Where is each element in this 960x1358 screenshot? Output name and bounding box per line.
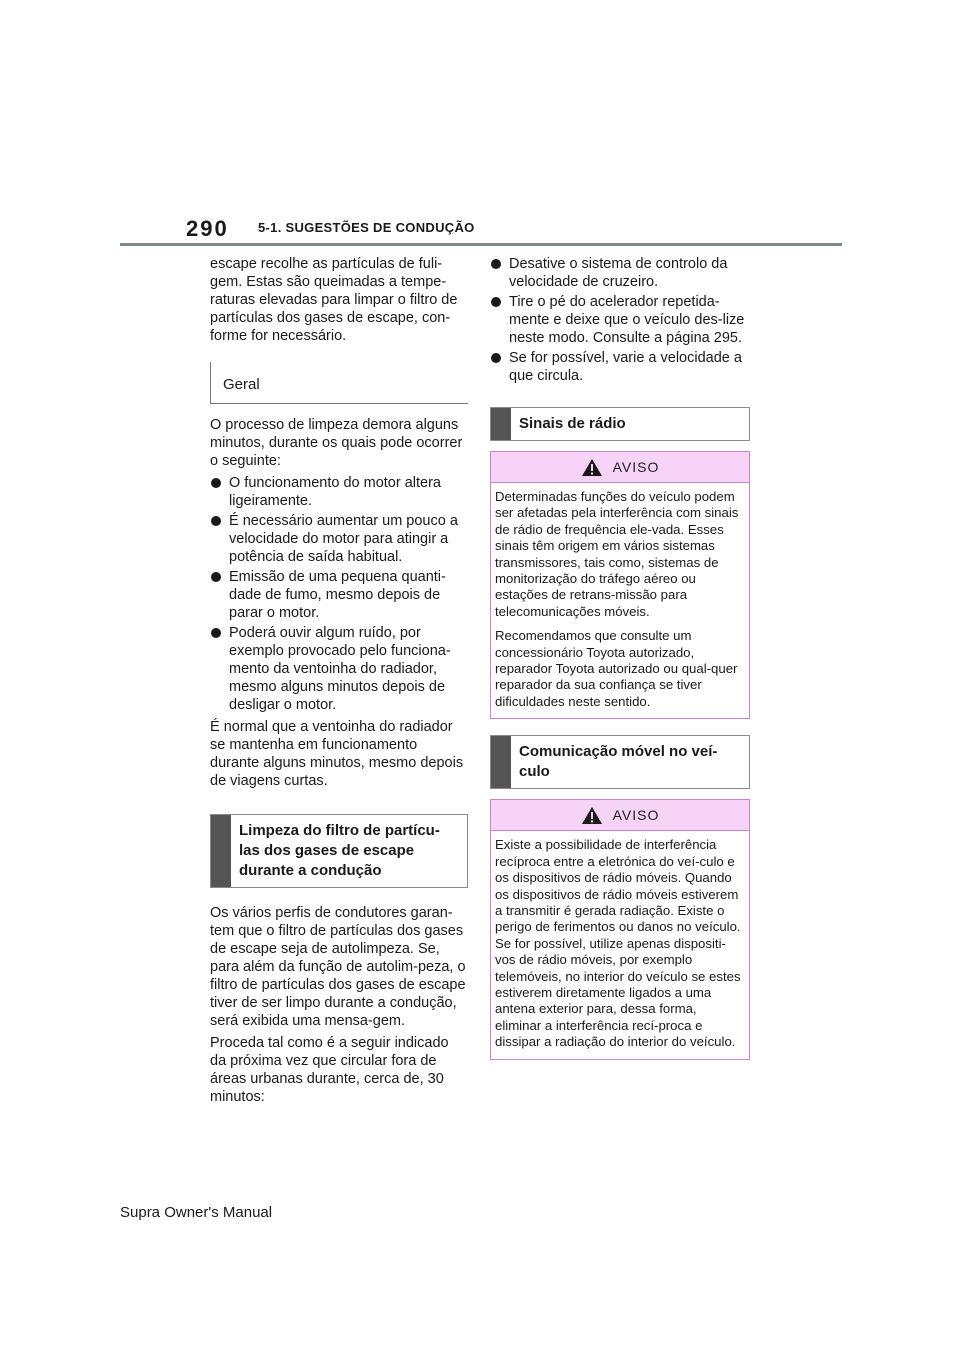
heading-radio-signals — [490, 407, 750, 441]
warning-header — [491, 452, 749, 483]
list-item: Se for possível, varie a velocidade a que circula. — [490, 349, 750, 385]
warning-paragraph: Existe a possibilidade de interferência recíproca entre a eletrónica do veí-culo e os dispositivos de rádio móveis. Quando os dispositivos de rádio móveis estiverem a transmitir é gerada radiação. Existe o perigo de ferimentos ou danos no veículo. Se for possível, utilize apenas dispositi-vos de rádio móveis, por exemplo telemóveis, no interior do veículo se estes estiverem diretamente ligados a uma antena exterior para, dessa forma, eliminar a interferência recí-proca e dissipar a radiação do interior do veículo. — [495, 837, 741, 1050]
warning-header — [491, 800, 749, 831]
section-title: 5-1. SUGESTÕES DE CONDUÇÃO — [258, 220, 475, 235]
list-item: É necessário aumentar um pouco a velocidade do motor para atingir a potência de saída habitual. — [210, 512, 468, 566]
warning-box-radio — [490, 451, 750, 719]
warning-paragraph: Recomendamos que consulte um concessionário Toyota autorizado, reparador Toyota autorizado ou qual-quer reparador da sua confiança se tiver dificuldades neste sentido. — [495, 628, 738, 709]
page-number: 290 — [186, 216, 229, 241]
warning-paragraph: Determinadas funções do veículo podem ser afetadas pela interferência com sinais de rádio de frequência ele-vada. Esses sinais têm origem em vários sistemas transmissores, tais como, sistemas de monitorização do tráfego aéreo ou estações de retrans-missão para telecomunicações móveis. — [495, 489, 739, 619]
warning-label: AVISO — [612, 807, 660, 824]
left-column — [210, 255, 468, 1106]
heading-bar — [491, 736, 511, 788]
warning-body — [491, 831, 749, 1058]
warning-triangle-icon — [581, 458, 603, 477]
list-item: O funcionamento do motor altera ligeiramente. — [210, 474, 468, 510]
list-item: Tire o pé do acelerador repetida-mente e deixe que o veículo des-lize neste modo. Consulte a página 295. — [490, 293, 750, 347]
warning-triangle-icon — [581, 806, 603, 825]
heading-filter-cleaning — [210, 814, 468, 888]
list-item: Desative o sistema de controlo da velocidade de cruzeiro. — [490, 255, 750, 291]
heading-text: Sinais de rádio — [519, 415, 626, 432]
profiles-paragraph: Os vários perfis de condutores garan-tem que o filtro de partículas dos gases de escape seja de autolimpeza. Se, para além da função de autolim-peza, o filtro de partículas dos gases de escape tiver de ser limpo durante a condução, será exibida uma mensa-gem. — [210, 905, 466, 1029]
process-paragraph: O processo de limpeza demora alguns minutos, durante os quais pode ocorrer o seguinte: — [210, 417, 463, 469]
normal-paragraph: É normal que a ventoinha do radiador se mantenha em funcionamento durante alguns minutos, mesmo depois de viagens curtas. — [210, 719, 464, 789]
warning-box-mobile — [490, 799, 750, 1059]
subheading-label: Geral — [223, 376, 260, 393]
procedure-paragraph: Proceda tal como é a seguir indicado da próxima vez que circular fora de áreas urbanas durante, cerca de, 30 minutos: — [210, 1035, 449, 1105]
warning-body — [491, 483, 749, 718]
intro-paragraph: escape recolhe as partículas de fuli-gem. Estas são queimadas a tempe-raturas elevadas para limpar o filtro de partículas dos gases de escape, con-forme for necessário. — [210, 256, 458, 344]
subheading-geral — [210, 362, 468, 404]
header-rule — [120, 243, 842, 246]
procedure-list — [490, 255, 750, 385]
warning-label: AVISO — [612, 459, 660, 475]
heading-text: Limpeza do filtro de partícu-las dos gases de escape durante a condução — [239, 822, 440, 879]
heading-mobile-communication — [490, 735, 750, 789]
heading-text: Comunicação móvel no veí-culo — [519, 743, 718, 781]
list-item: Emissão de uma pequena quanti-dade de fumo, mesmo depois de parar o motor. — [210, 568, 468, 622]
list-item: Poderá ouvir algum ruído, por exemplo provocado pelo funciona-mento da ventoinha do radiador, mesmo alguns minutos depois de desligar o motor. — [210, 624, 468, 714]
cleaning-effects-list — [210, 474, 468, 714]
heading-bar — [491, 408, 511, 440]
footer-manual-name: Supra Owner's Manual — [120, 1204, 273, 1221]
heading-bar — [211, 815, 231, 887]
right-column — [490, 255, 750, 1076]
